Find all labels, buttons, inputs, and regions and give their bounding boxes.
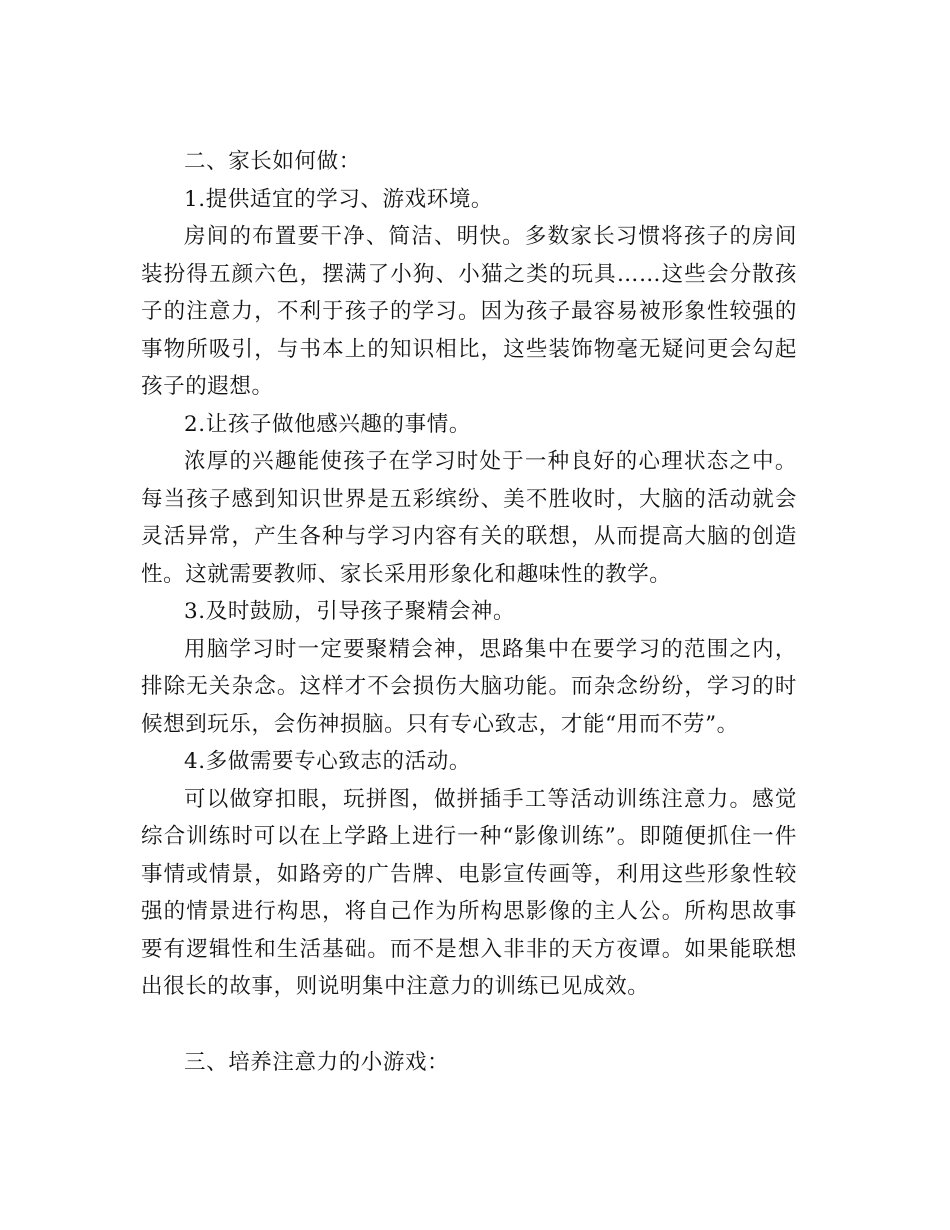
item-3-body: 用脑学习时一定要聚精会神，思路集中在要学习的范围之内，排除无关杂念。这样才不会损伤大脑功能。而杂念纷纷，学习的时候想到玩乐，会伤神损脑。只有专心致志，才能“用而不劳”。 — [141, 636, 797, 737]
item-4-body: 可以做穿扣眼，玩拼图，做拼插手工等活动训练注意力。感觉综合训练时可以在上学路上进行一种“影像训练”。即随便抓住一件事情或情景，如路旁的广告牌、电影宣传画等，利用这些形象性较强的情景进行构思，将自己作为所构思影像的主人公。所构思故事要有逻辑性和生活基础。而不是想入非非的天方夜谭。如果能联想出很长的故事，则说明集中注意力的训练已见成效。 — [141, 786, 797, 999]
item-2-heading: 2.让孩子做他感兴趣的事情。 — [184, 411, 471, 437]
section-two-title: 二、家长如何做： — [184, 149, 361, 174]
item-1-heading: 1.提供适宜的学习、游戏环境。 — [184, 186, 494, 212]
section-three-title: 三、培养注意力的小游戏： — [184, 1049, 450, 1075]
document-page — [141, 143, 797, 1081]
item-1-body: 房间的布置要干净、简洁、明快。多数家长习惯将孩子的房间装扮得五颜六色，摆满了小狗、小猫之类的玩具……这些会分散孩子的注意力，不利于孩子的学习。因为孩子最容易被形象性较强的事物所吸引，与书本上的知识相比，这些装饰物毫无疑问更会勾起孩子的遐想。 — [141, 224, 797, 399]
item-3-heading: 3.及时鼓励，引导孩子聚精会神。 — [184, 599, 516, 624]
section-gap — [141, 1006, 797, 1044]
item-4-heading: 4.多做需要专心致志的活动。 — [184, 749, 471, 774]
item-2-body: 浓厚的兴趣能使孩子在学习时处于一种良好的心理状态之中。每当孩子感到知识世界是五彩缤纷、美不胜收时，大脑的活动就会灵活异常，产生各种与学习内容有关的联想，从而提高大脑的创造性。这就需要教师、家长采用形象化和趣味性的教学。 — [141, 449, 797, 587]
